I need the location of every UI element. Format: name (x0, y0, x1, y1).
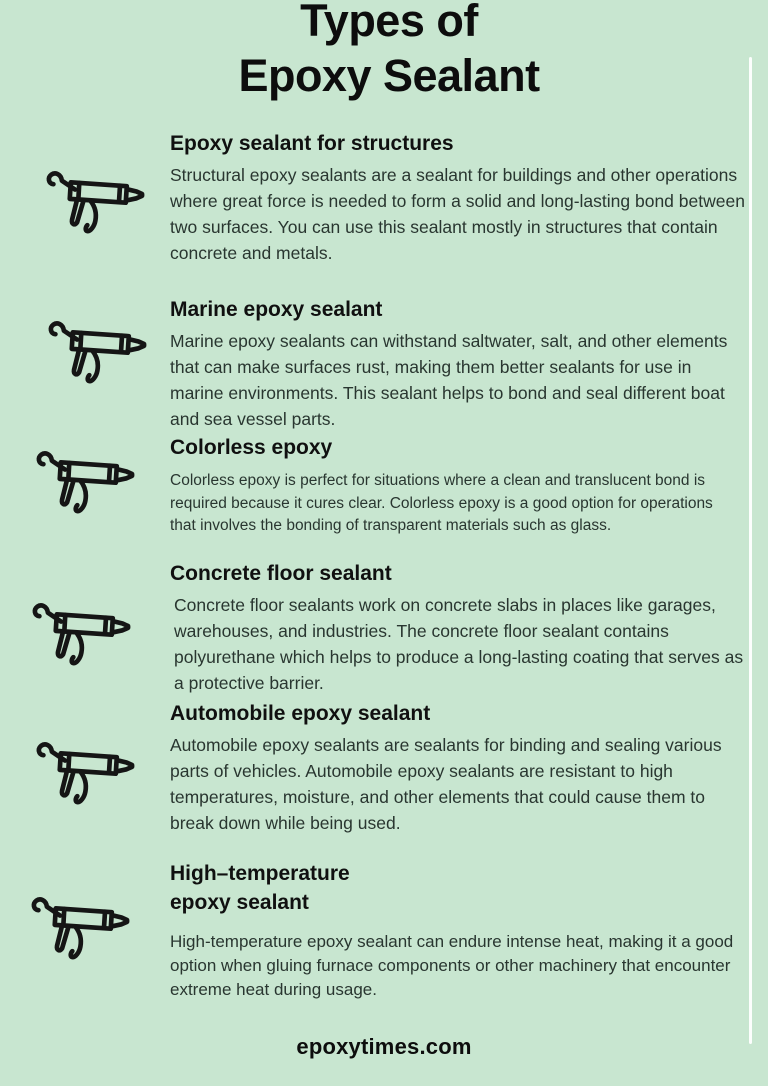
caulk-gun-icon (21, 886, 133, 968)
page-title-line-1: Types of (300, 0, 478, 46)
page-title-line-2: Epoxy Sealant (238, 50, 540, 101)
section-high-temperature (170, 859, 755, 1002)
section-concrete-floor (170, 560, 746, 696)
page-title (0, 0, 768, 103)
section-description: Structural epoxy sealants are a sealant for buildings and other operations where great force is needed to form a solid and long-lasting bond between two surfaces. You can use this sealant mostly in structures that contain concrete and metals. (170, 165, 745, 263)
section-heading-line-2: epoxy sealant (170, 891, 309, 914)
website-footer (0, 1034, 768, 1060)
section-heading: Epoxy sealant for structures (170, 132, 454, 155)
section-automobile-epoxy (170, 700, 746, 836)
section-description: High-temperature epoxy sealant can endure intense heat, making it a good option when gluing furnace components or other machinery that encounter extreme heat during usage. (170, 932, 734, 999)
section-colorless-epoxy (170, 434, 732, 538)
caulk-gun-icon (26, 440, 138, 522)
section-description: Automobile epoxy sealants are sealants for binding and sealing various parts of vehicles. Automobile epoxy sealants are resistant to high temperatures, moisture, and other elements that could cause them to break down while being used. (170, 735, 722, 833)
section-heading: Marine epoxy sealant (170, 298, 383, 321)
section-heading: Automobile epoxy sealant (170, 702, 431, 725)
caulk-gun-icon (26, 731, 138, 813)
caulk-gun-icon (36, 160, 148, 242)
section-heading: Colorless epoxy (170, 436, 333, 459)
section-heading-line-1: High–temperature (170, 862, 350, 885)
website-url: epoxytimes.com (296, 1034, 472, 1059)
section-description: Colorless epoxy is perfect for situations where a clean and translucent bond is required because it cures clear. Colorless epoxy is a good option for operations that involves the bonding of transparent materials such as glass. (170, 472, 713, 534)
section-description: Concrete floor sealants work on concrete slabs in places like garages, warehouses, and industries. The concrete floor sealant contains polyurethane which helps to produce a long-lasting coating that serves as a protective barrier. (174, 595, 744, 693)
section-heading: Concrete floor sealant (170, 562, 392, 585)
caulk-gun-icon (38, 310, 150, 392)
section-epoxy-structures (170, 130, 746, 266)
section-marine-epoxy (170, 296, 746, 432)
section-description: Marine epoxy sealants can withstand saltwater, salt, and other elements that can make surfaces rust, making them better sealants for use in marine environments. This sealant helps to bond and seal different boat and sea vessel parts. (170, 331, 728, 429)
caulk-gun-icon (22, 592, 134, 674)
